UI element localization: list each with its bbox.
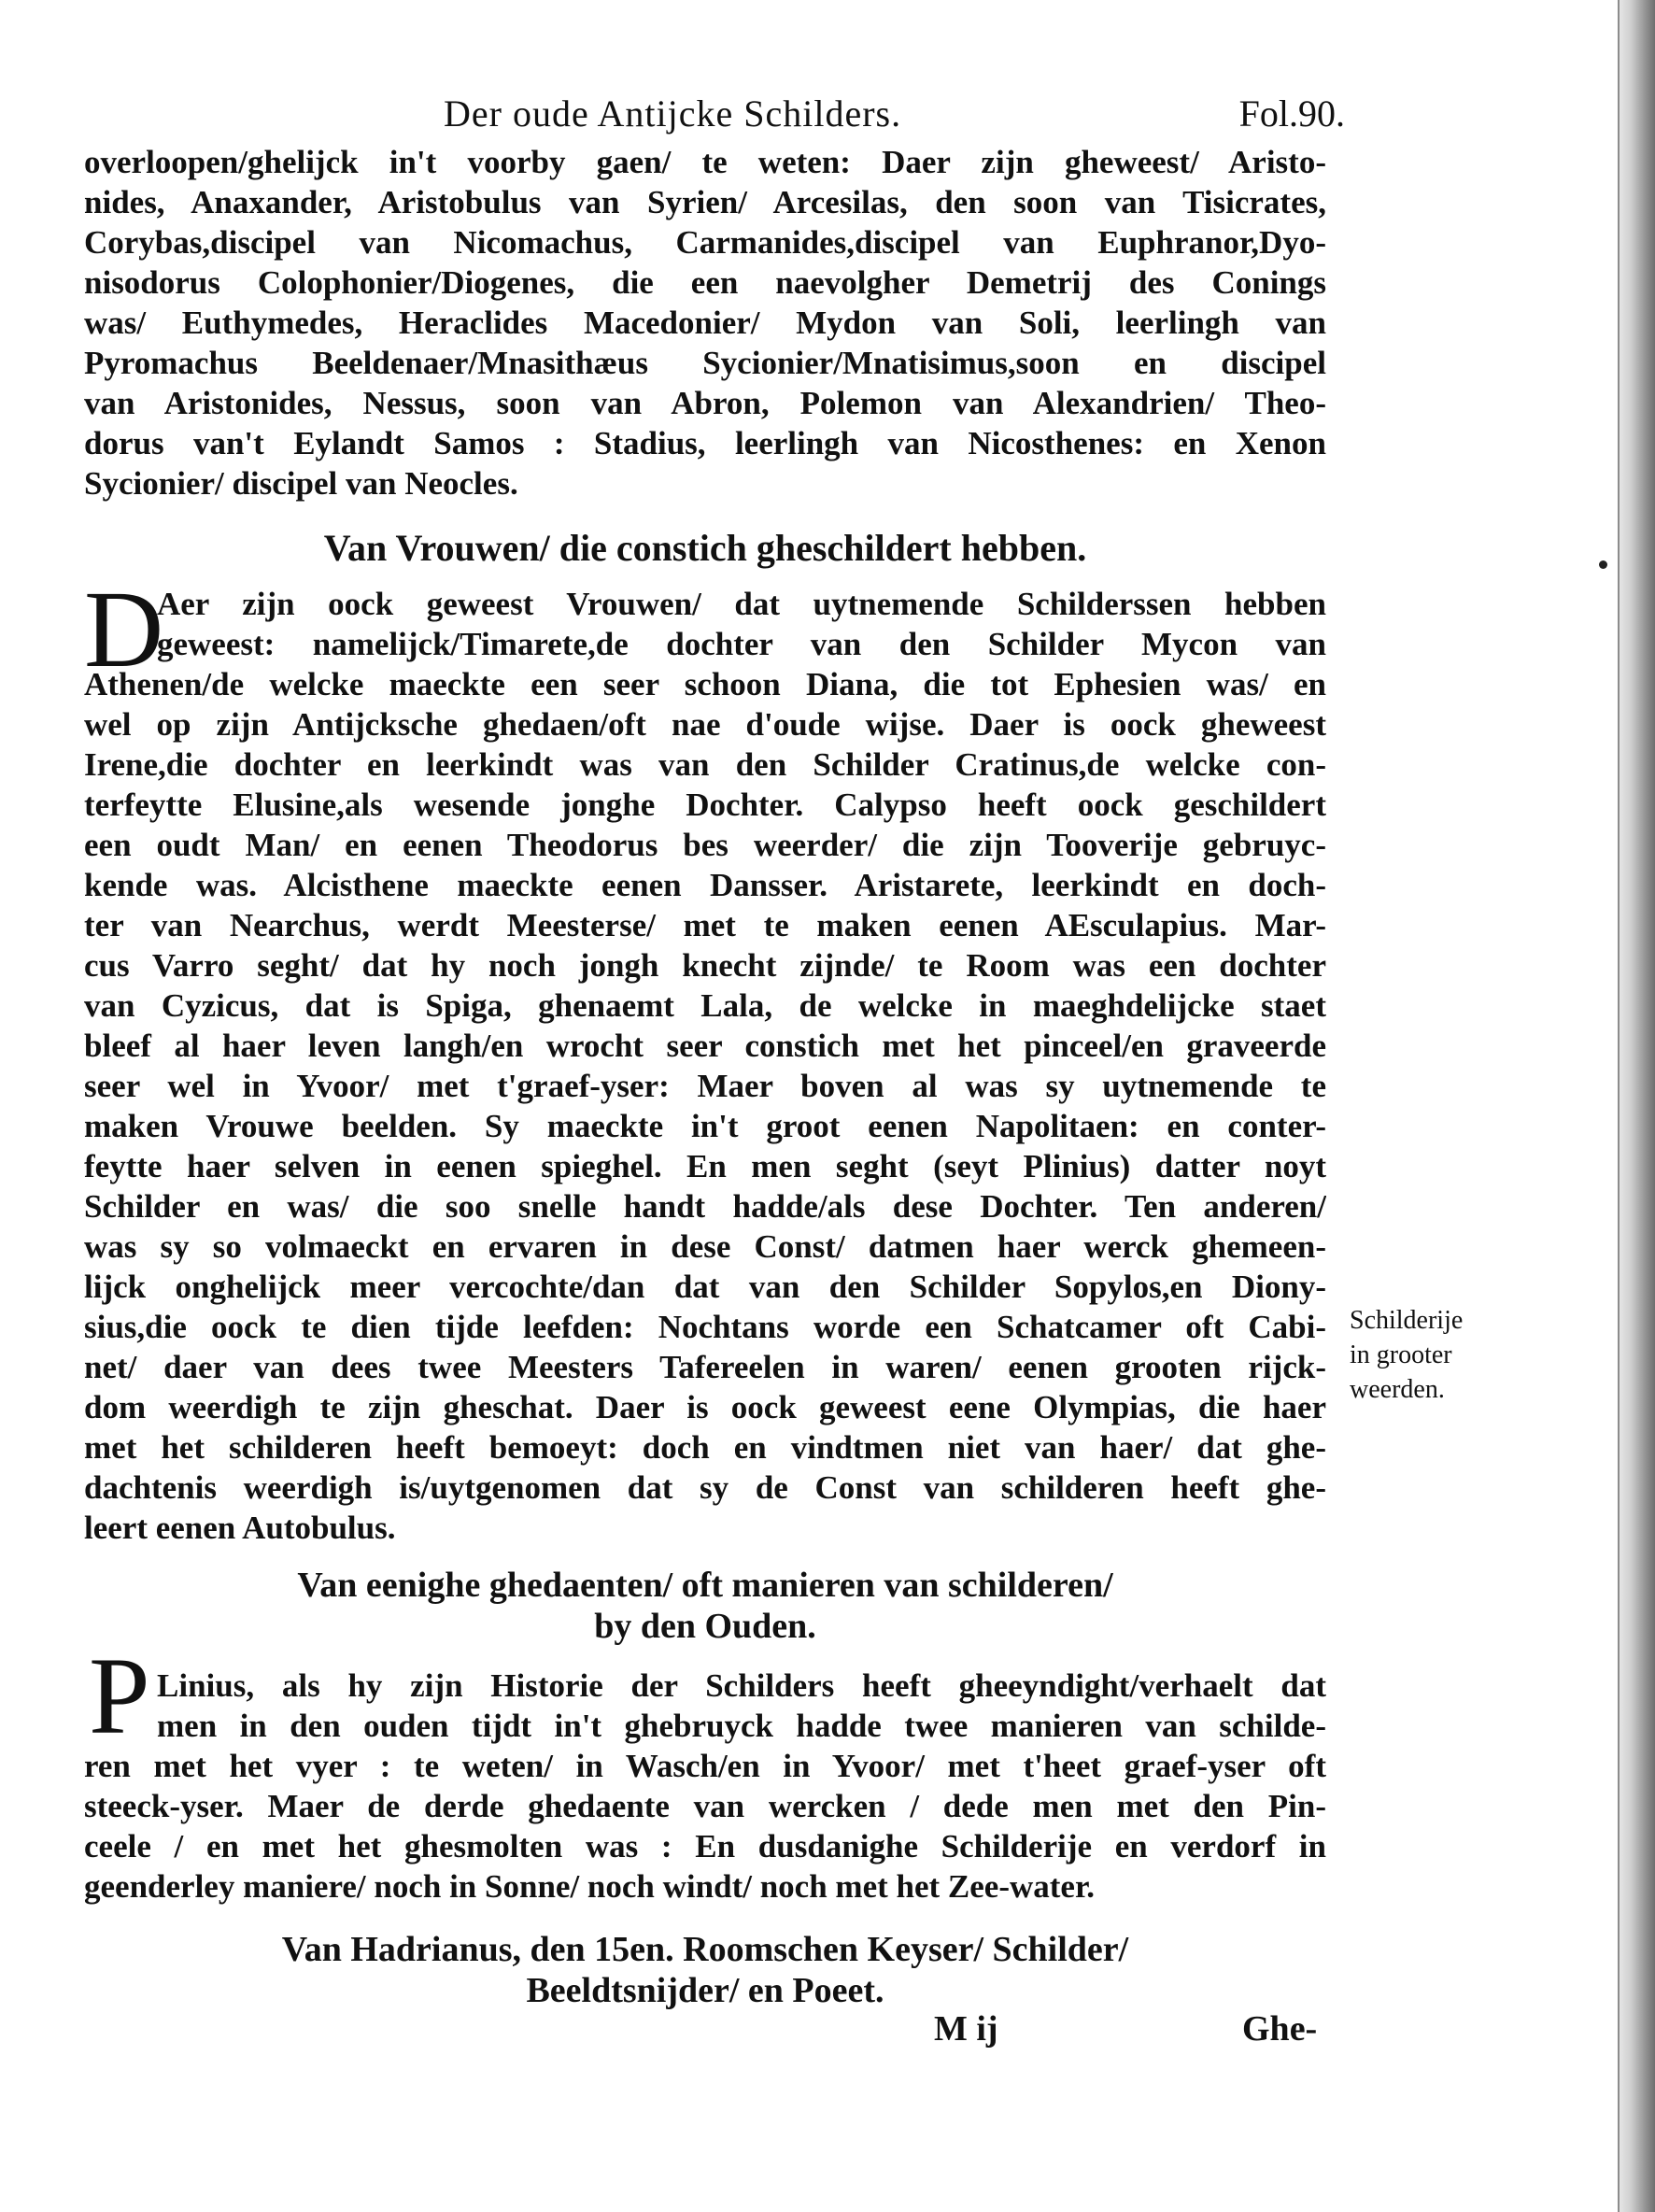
marginal-note: [1350, 1303, 1480, 1407]
signature-mark: M ij: [934, 2009, 998, 2049]
paragraph-women-painters: [84, 568, 1326, 1548]
text-line: lijck onghelijck meer vercochte/dan dat van den Schilder Sopylos,en Diony-: [84, 1269, 1326, 1305]
catchword: Ghe-: [1242, 2009, 1318, 2049]
running-head-title: Der oude Antijcke Schilders.: [444, 92, 902, 135]
marginal-note-line: weerden.: [1350, 1375, 1445, 1404]
text-line: Irene,die dochter en leerkindt was van den Schilder Cratinus,de welcke con-: [84, 746, 1326, 783]
marginal-note-line: in grooter: [1350, 1340, 1452, 1369]
text-line: ceele / en met het ghesmolten was : En dusdanighe Schilderije en verdorf in: [84, 1828, 1326, 1865]
marginal-note-line: Schilderije: [1350, 1306, 1464, 1335]
text-line: kende was. Alcisthene maeckte eenen Dansser. Aristarete, leerkindt en doch-: [84, 867, 1326, 903]
text-line: van Cyzicus, dat is Spiga, ghenaemt Lala, de welcke in maeghdelijcke staet: [84, 987, 1326, 1024]
text-line: met het schilderen heeft bemoeyt: doch en vindtmen niet van haer/ dat ghe-: [84, 1429, 1326, 1466]
text-line: overloopen/ghelijck in't voorby gaen/ te weten: Daer zijn gheweest/ Aristo-: [84, 144, 1326, 180]
drop-cap-initial: D: [84, 568, 164, 690]
text-line: Linius, als hy zijn Historie der Schilders heeft gheeyndight/verhaelt dat: [157, 1667, 1326, 1704]
paragraph-continuation: [84, 142, 1326, 503]
text-line: men in den ouden tijdt in't ghebruyck hadde twee manieren van schilde-: [157, 1708, 1326, 1744]
heading-line: by den Ouden.: [594, 1607, 816, 1646]
paragraph-methods: [84, 1666, 1326, 1907]
text-line: ren met het vyer : te weten/ in Wasch/en in Yvoor/ met t'heet graef-yser oft: [84, 1748, 1326, 1784]
text-line: dachtenis weerdigh is/uytgenomen dat sy de Const van schilderen heeft ghe-: [84, 1469, 1326, 1506]
heading-line: Van Hadrianus, den 15en. Roomschen Keyser/ Schilder/: [281, 1930, 1129, 1969]
text-line: was/ Euthymedes, Heraclides Macedonier/ Mydon van Soli, leerlingh van: [84, 305, 1326, 341]
text-line: Corybas,discipel van Nicomachus, Carmanides,discipel van Euphranor,Dyo-: [84, 224, 1326, 261]
text-line: van Aristonides, Nessus, soon van Abron, Polemon van Alexandrien/ Theo-: [84, 385, 1326, 421]
text-line: cus Varro seght/ dat hy noch jongh knecht zijnde/ te Room was een dochter: [84, 947, 1326, 984]
text-line: Pyromachus Beeldenaer/Mnasithæus Sycionier/Mnatisimus,soon en discipel: [84, 345, 1326, 381]
drop-cap-initial: P: [89, 1635, 150, 1757]
text-line: nisodorus Colophonier/Diogenes, die een naevolgher Demetrij des Conings: [84, 264, 1326, 301]
text-line: sius,die oock te dien tijde leefden: Nochtans worde een Schatcamer oft Cabi-: [84, 1309, 1326, 1345]
text-line: maken Vrouwe beelden. Sy maeckte in't groot eenen Napolitaen: en conter-: [84, 1108, 1326, 1144]
section-heading-hadrianus: [84, 1929, 1326, 2011]
text-line: Aer zijn oock geweest Vrouwen/ dat uytnemende Schilderssen hebben: [157, 586, 1326, 622]
ink-speck: [1599, 560, 1607, 569]
text-line: bleef al haer leven langh/en wrocht seer constich met het pinceel/en graveerde: [84, 1028, 1326, 1064]
text-line: terfeytte Elusine,als wesende jonghe Dochter. Calypso heeft oock geschildert: [84, 787, 1326, 823]
text-line: een oudt Man/ en eenen Theodorus bes weerder/ die zijn Tooverije gebruyc-: [84, 827, 1326, 863]
text-line: wel op zijn Antijcksche ghedaen/oft nae d'oude wijse. Daer is oock gheweest: [84, 706, 1326, 743]
section-heading-women-painters: Van Vrouwen/ die constich gheschildert hebben.: [323, 527, 1087, 569]
text-line: Sycionier/ discipel van Neocles.: [84, 465, 518, 502]
text-line: dom weerdigh te zijn gheschat. Daer is oock geweest eene Olympias, die haer: [84, 1389, 1326, 1425]
running-head: [84, 92, 1345, 138]
text-line: geweest: namelijck/Timarete,de dochter van den Schilder Mycon van: [157, 626, 1326, 662]
heading-line: Beeldtsnijder/ en Poeet.: [526, 1971, 884, 2010]
text-line: Schilder en was/ die soo snelle handt hadde/als dese Dochter. Ten anderen/: [84, 1188, 1326, 1225]
page-edge-shadow: [1618, 0, 1655, 2212]
text-line: dorus van't Eylandt Samos : Stadius, leerlingh van Nicosthenes: en Xenon: [84, 425, 1326, 461]
section-heading-methods: [84, 1565, 1326, 1647]
text-line: Athenen/de welcke maeckte een seer schoon Diana, die tot Ephesien was/ en: [84, 666, 1326, 702]
text-line: leert eenen Autobulus.: [84, 1510, 396, 1546]
text-line: was sy so volmaeckt en ervaren in dese Const/ datmen haer werck ghemeen-: [84, 1228, 1326, 1265]
folio-number: Fol.90.: [1238, 92, 1345, 135]
text-line: seer wel in Yvoor/ met t'graef-yser: Maer boven al was sy uytnemende te: [84, 1068, 1326, 1104]
text-line: net/ daer van dees twee Meesters Tafereelen in waren/ eenen grooten rijck-: [84, 1349, 1326, 1385]
heading-line: Van eenighe ghedaenten/ oft manieren van schilderen/: [297, 1566, 1113, 1605]
text-line: feytte haer selven in eenen spieghel. En men seght (seyt Plinius) datter noyt: [84, 1148, 1326, 1184]
text-line: nides, Anaxander, Aristobulus van Syrien/ Arcesilas, den soon van Tisicrates,: [84, 184, 1326, 220]
text-line: steeck-yser. Maer de derde ghedaente van wercken / dede men met den Pin-: [84, 1788, 1326, 1824]
text-line: geenderley maniere/ noch in Sonne/ noch windt/ noch met het Zee-water.: [84, 1868, 1096, 1905]
text-line: ter van Nearchus, werdt Meesterse/ met te maken eenen AEsculapius. Mar-: [84, 907, 1326, 943]
